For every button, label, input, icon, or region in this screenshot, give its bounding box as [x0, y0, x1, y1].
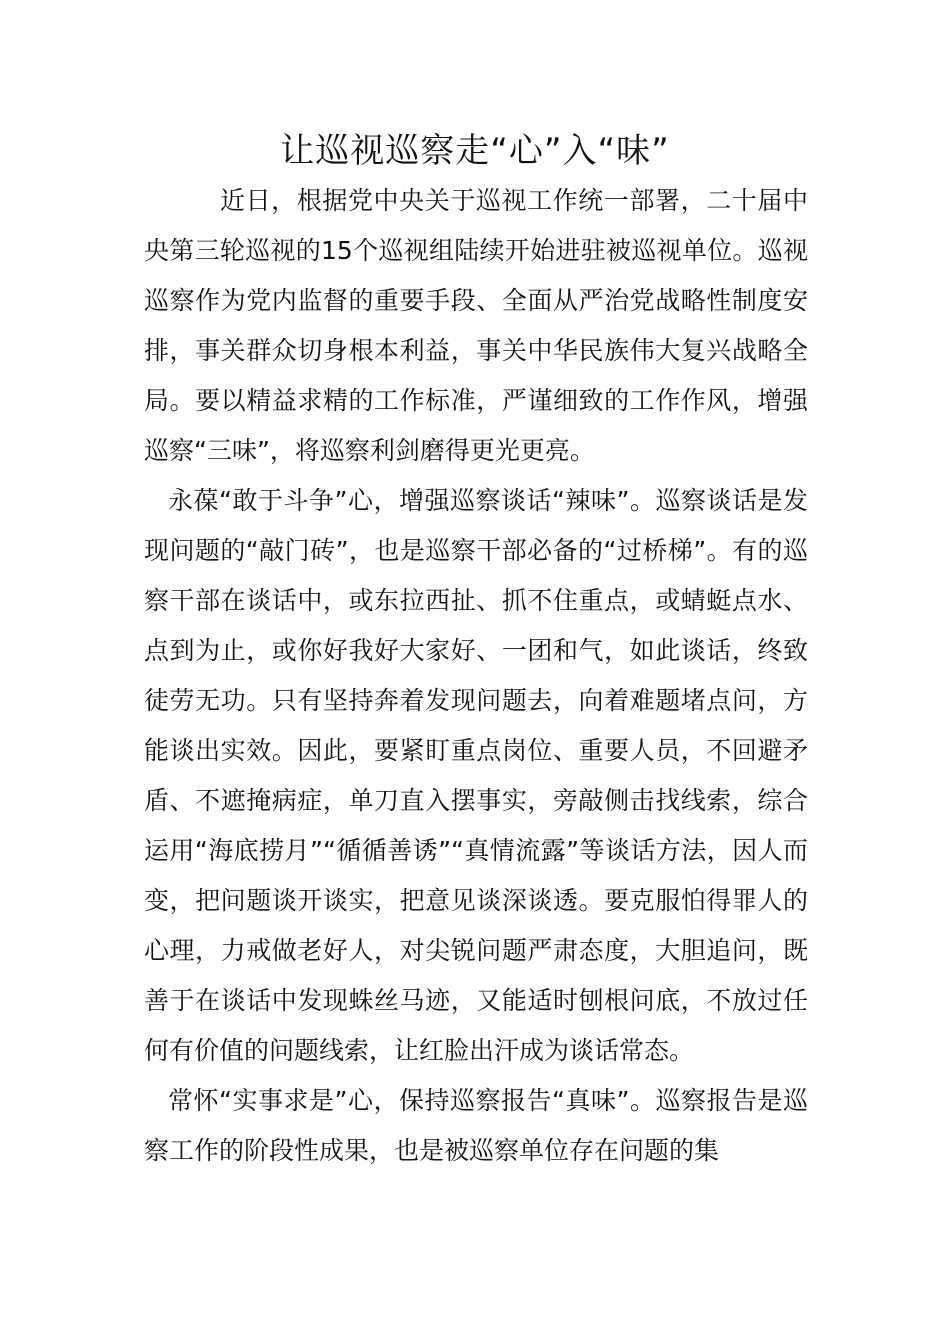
paragraph-report: 常怀“实事求是”心，保持巡察报告“真味”。巡察报告是巡察工作的阶段性成果，也是被巡察单位存在问题的集 — [144, 1086, 808, 1165]
paragraph-talk: 永葆“敢于斗争”心，增强巡察谈话“辣味”。巡察谈话是发现问题的“敲门砖”，也是巡察干部必备的“过桥梯”。有的巡察干部在谈话中，或东拉西扯、抓不住重点，或蜻蜓点水、点到为止，或你好我好大家好、一团和气，如此谈话，终致徒劳无功。只有坚持奔着发现问题去，向着难题堵点问，方能谈出实效。因此，要紧盯重点岗位、重要人员，不回避矛盾、不遮掩病症，单刀直入摆事实，旁敲侧击找线索，综合运用“海底捞月”“循循善诱”“真情流露”等谈话方法，因人而变，把问题谈开谈实，把意见谈深谈透。要克服怕得罪人的心理，力戒做老好人，对尖锐问题严肃态度，大胆追问，既善于在谈话中发现蛛丝马迹，又能适时刨根问底，不放过任何有价值的问题线索，让红脸出汗成为谈话常态。 — [144, 486, 808, 1065]
document-title: 让巡视巡察走“心”入“味” — [280, 131, 670, 171]
document-body — [144, 176, 808, 1176]
paragraph-intro: 近日，根据党中央关于巡视工作统一部署，二十届中央第三轮巡视的15个巡视组陆续开始进驻被巡视单位。巡视巡察作为党内监督的重要手段、全面从严治党战略性制度安排，事关群众切身根本利益，事关中华民族伟大复兴战略全局。要以精益求精的工作标准，严谨细致的工作作风，增强巡察“三味”，将巡察利剑磨得更光更亮。 — [144, 186, 808, 465]
